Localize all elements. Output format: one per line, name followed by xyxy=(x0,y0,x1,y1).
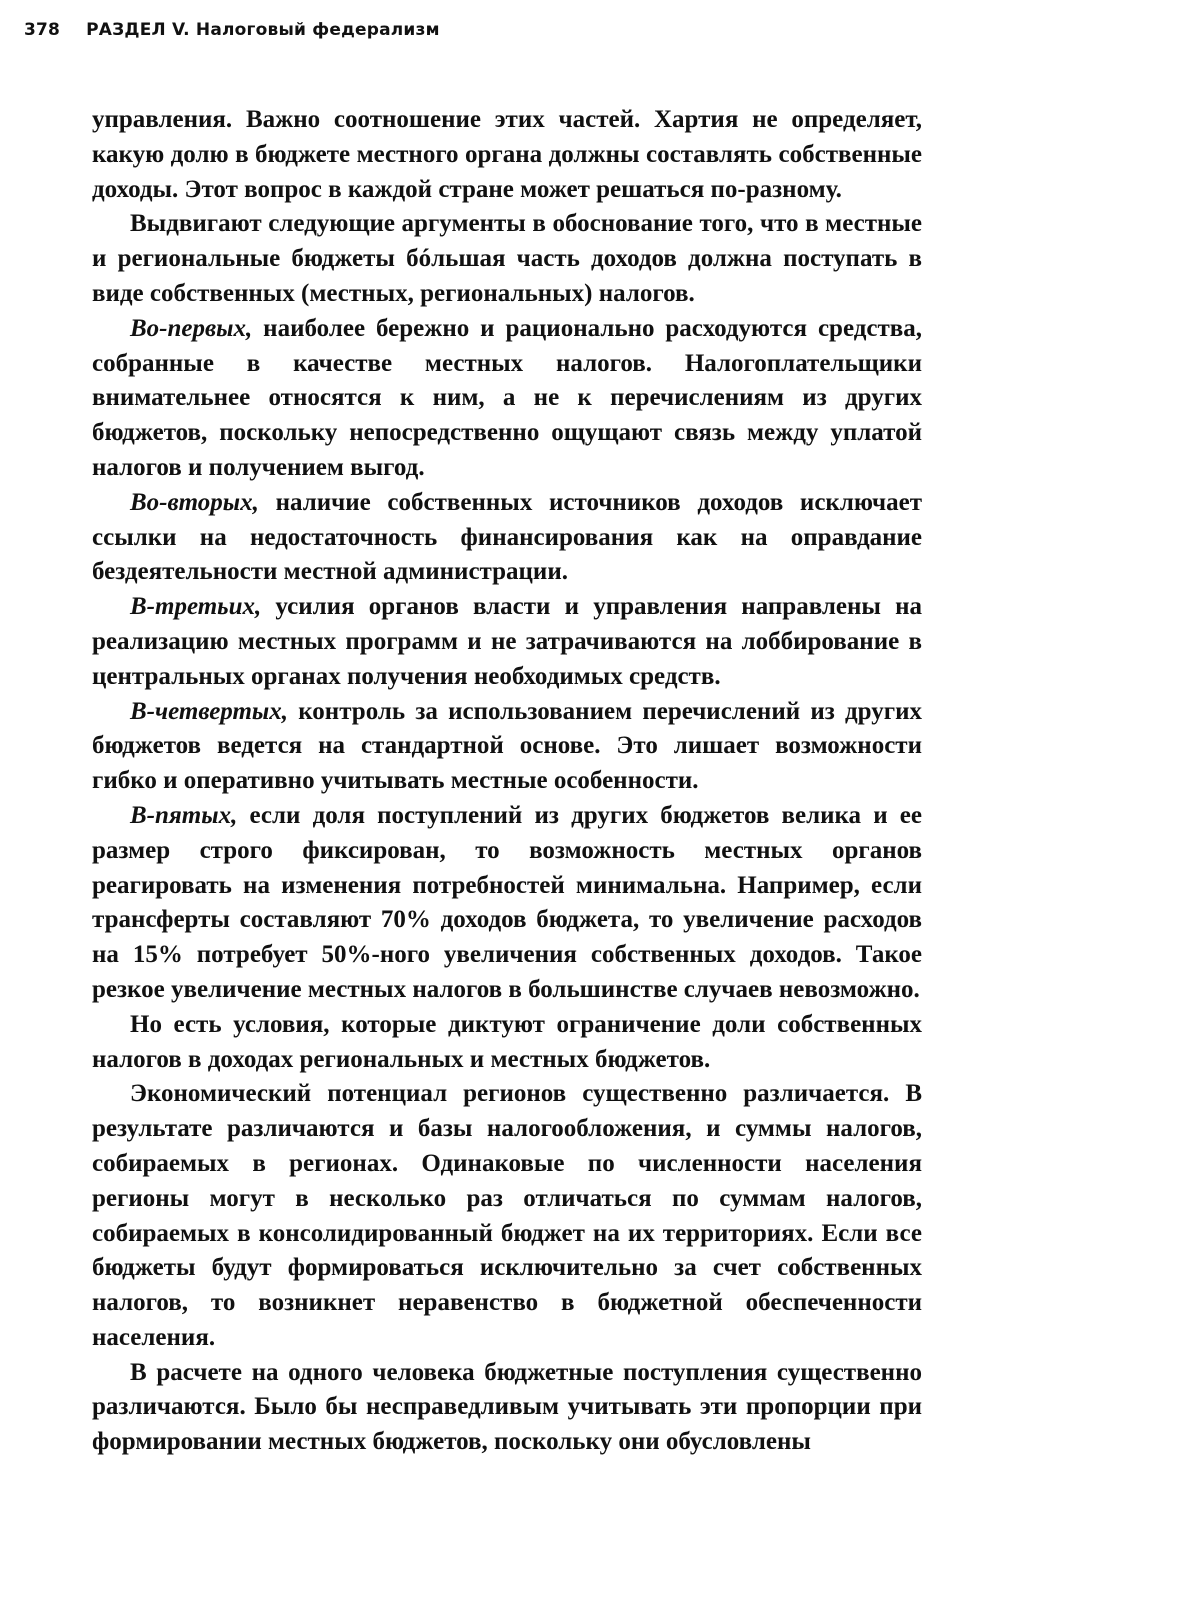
paragraph-lead-word: Во-первых, xyxy=(130,314,253,342)
paragraph-text: Но есть условия, которые диктуют ограничение доли собственных налогов в доходах региональных и местных бюджетов. xyxy=(92,1010,922,1073)
paragraph-lead-word: В-четвертых, xyxy=(130,697,289,725)
paragraph-10 xyxy=(92,1356,922,1460)
paragraph-text: наличие собственных источников доходов исключает ссылки на недостаточность финансирования как на оправдание бездеятельности местной администрации. xyxy=(92,488,922,586)
paragraph-5 xyxy=(92,590,922,694)
paragraph-9 xyxy=(92,1077,922,1355)
paragraph-lead-word: В-пятых, xyxy=(130,801,238,829)
paragraph-8 xyxy=(92,1008,922,1078)
paragraph-text: Экономический потенциал регионов существенно различается. В результате различаются и базы налогообложения, и суммы налогов, собираемых в регионах. Одинаковые по численности населения регионы могут в несколько раз отличаться по суммам налогов, собираемых в консолидированный бюджет на их территориях. Если все бюджеты будут формироваться исключительно за счет собственных налогов, то возникнет неравенство в бюджетной обеспеченности населения. xyxy=(92,1080,922,1351)
paragraph-text: управления. Важно соотношение этих частей. Хартия не определяет, какую долю в бюджете местного органа должны составлять собственные доходы. Этот вопрос в каждой стране может решаться по-разному. xyxy=(92,106,922,203)
body-text xyxy=(92,103,922,1460)
paragraph-3 xyxy=(92,312,922,486)
paragraph-lead-word: В-третьих, xyxy=(130,593,262,621)
paragraph-1 xyxy=(92,103,922,207)
running-title: РАЗДЕЛ V. Налоговый федерализм xyxy=(86,20,440,40)
paragraph-text: наиболее бережно и рационально расходуются средства, собранные в качестве местных налогов. Налогоплательщики внимательнее относятся к ним, а не к перечислениям из других бюджетов, поскольку непосредственно ощущают связь между уплатой налогов и получением выгод. xyxy=(92,314,922,481)
paragraph-text: В расчете на одного человека бюджетные поступления существенно различаются. Было бы несправедливым учитывать эти пропорции при формировании местных бюджетов, поскольку они обусловлены xyxy=(92,1358,922,1456)
paragraph-lead-word: Во-вторых, xyxy=(130,488,259,516)
paragraph-4 xyxy=(92,486,922,590)
paragraph-text: контроль за использованием перечислений из других бюджетов ведется на стандартной основе. Это лишает возможности гибко и оперативно учитывать местные особенности. xyxy=(92,697,922,795)
paragraph-text: Выдвигают следующие аргументы в обоснование того, что в местные и региональные бюджеты бóльшая часть доходов должна поступать в виде собственных (местных, региональных) налогов. xyxy=(92,210,922,307)
running-header xyxy=(24,20,440,40)
paragraph-text: если доля поступлений из других бюджетов велика и ее размер строго фиксирован, то возможность местных органов реагировать на изменения потребностей минимальна. Например, если трансферты составляют 70% доходов бюджета, то увеличение расходов на 15% потребует 50%-ного увеличения собственных доходов. Такое резкое увеличение местных налогов в большинстве случаев невозможно. xyxy=(92,801,922,1003)
paragraph-7 xyxy=(92,799,922,1008)
paragraph-text: усилия органов власти и управления направлены на реализацию местных программ и не затрачиваются на лоббирование в центральных органах получения необходимых средств. xyxy=(92,593,922,690)
page-number: 378 xyxy=(24,20,61,40)
paragraph-6 xyxy=(92,695,922,799)
paragraph-2 xyxy=(92,207,922,311)
